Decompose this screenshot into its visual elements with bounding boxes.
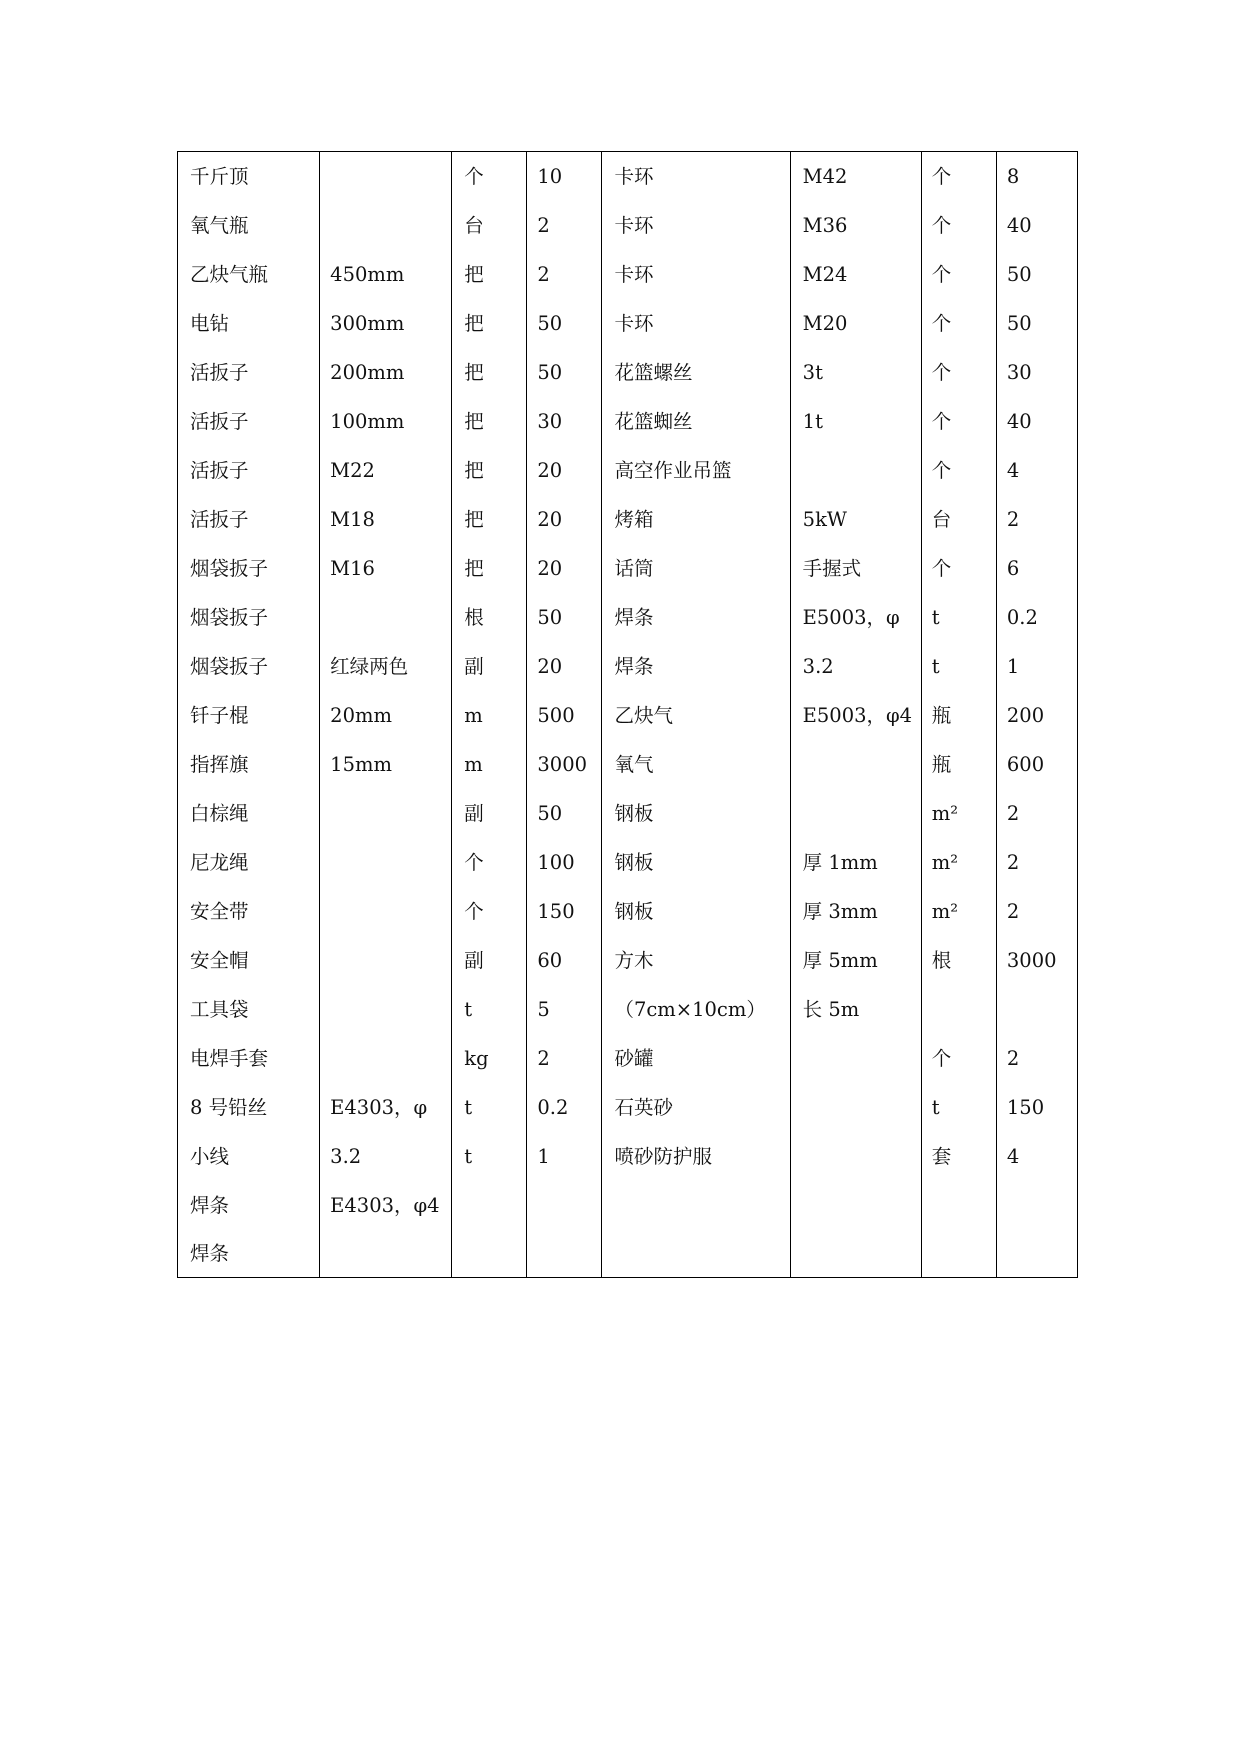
unit-cell-right: 个 xyxy=(921,250,996,299)
spec-cell-right xyxy=(790,1083,921,1132)
item-name-cell: 乙炔气瓶 xyxy=(178,250,320,299)
table-row xyxy=(178,348,1078,397)
quantity-cell: 100 xyxy=(527,838,602,887)
quantity-cell: 1 xyxy=(527,1132,602,1181)
table-row xyxy=(178,250,1078,299)
spec-cell-right: 手握式 xyxy=(790,544,921,593)
quantity-cell: 3000 xyxy=(527,740,602,789)
item-name-cell-right: 卡环 xyxy=(602,299,790,348)
unit-cell-right: 套 xyxy=(921,1132,996,1181)
item-name-cell-right: 喷砂防护服 xyxy=(602,1132,790,1181)
spec-cell-right xyxy=(790,789,921,838)
unit-cell-right: 瓶 xyxy=(921,691,996,740)
table-row xyxy=(178,593,1078,642)
spec-cell: 300mm xyxy=(320,299,452,348)
quantity-cell-right: 6 xyxy=(996,544,1077,593)
item-name-cell-right: 钢板 xyxy=(602,838,790,887)
unit-cell: t xyxy=(452,1083,527,1132)
spec-cell xyxy=(320,985,452,1034)
spec-cell: M22 xyxy=(320,446,452,495)
quantity-cell-right xyxy=(996,985,1077,1034)
unit-cell: 台 xyxy=(452,201,527,250)
item-name-cell: 电钻 xyxy=(178,299,320,348)
quantity-cell-right: 40 xyxy=(996,201,1077,250)
table-row xyxy=(178,887,1078,936)
unit-cell-right: 个 xyxy=(921,201,996,250)
table-row xyxy=(178,299,1078,348)
unit-cell-right: 个 xyxy=(921,299,996,348)
quantity-cell: 20 xyxy=(527,544,602,593)
table-row xyxy=(178,201,1078,250)
item-name-cell: 安全帽 xyxy=(178,936,320,985)
quantity-cell-right: 0.2 xyxy=(996,593,1077,642)
quantity-cell-right: 2 xyxy=(996,1034,1077,1083)
table-row xyxy=(178,691,1078,740)
spec-cell xyxy=(320,1034,452,1083)
item-name-cell-right xyxy=(602,1230,790,1278)
item-name-cell: 烟袋扳子 xyxy=(178,642,320,691)
unit-cell-right: 个 xyxy=(921,1034,996,1083)
unit-cell-right: t xyxy=(921,1083,996,1132)
item-name-cell-right: 焊条 xyxy=(602,642,790,691)
item-name-cell-right: 乙炔气 xyxy=(602,691,790,740)
item-name-cell-right: 烤箱 xyxy=(602,495,790,544)
spec-cell-right: 厚 5mm xyxy=(790,936,921,985)
unit-cell: 副 xyxy=(452,936,527,985)
unit-cell: 个 xyxy=(452,152,527,202)
item-name-cell-right: 卡环 xyxy=(602,250,790,299)
item-name-cell-right: 卡环 xyxy=(602,152,790,202)
unit-cell: 把 xyxy=(452,299,527,348)
quantity-cell-right: 600 xyxy=(996,740,1077,789)
spec-cell: 200mm xyxy=(320,348,452,397)
unit-cell: 把 xyxy=(452,348,527,397)
unit-cell: 把 xyxy=(452,495,527,544)
unit-cell: 把 xyxy=(452,446,527,495)
unit-cell-right: m² xyxy=(921,887,996,936)
spec-cell-right: 3.2 xyxy=(790,642,921,691)
item-name-cell: 活扳子 xyxy=(178,495,320,544)
quantity-cell-right xyxy=(996,1181,1077,1230)
unit-cell: t xyxy=(452,1132,527,1181)
spec-cell-right: M24 xyxy=(790,250,921,299)
unit-cell: 副 xyxy=(452,789,527,838)
unit-cell-right: t xyxy=(921,642,996,691)
item-name-cell-right: 方木 xyxy=(602,936,790,985)
quantity-cell: 60 xyxy=(527,936,602,985)
item-name-cell: 电焊手套 xyxy=(178,1034,320,1083)
quantity-cell: 50 xyxy=(527,593,602,642)
item-name-cell: 活扳子 xyxy=(178,348,320,397)
spec-cell: M18 xyxy=(320,495,452,544)
unit-cell-right: m² xyxy=(921,838,996,887)
quantity-cell xyxy=(527,1230,602,1278)
spec-cell: 3.2 xyxy=(320,1132,452,1181)
unit-cell-right: 瓶 xyxy=(921,740,996,789)
item-name-cell: 白棕绳 xyxy=(178,789,320,838)
item-name-cell: 指挥旗 xyxy=(178,740,320,789)
quantity-cell-right: 2 xyxy=(996,887,1077,936)
unit-cell: kg xyxy=(452,1034,527,1083)
table-row xyxy=(178,544,1078,593)
spec-cell: 红绿两色 xyxy=(320,642,452,691)
spec-cell xyxy=(320,838,452,887)
spec-cell-right: 5kW xyxy=(790,495,921,544)
quantity-cell: 50 xyxy=(527,789,602,838)
spec-cell-right: 1t xyxy=(790,397,921,446)
quantity-cell xyxy=(527,1181,602,1230)
spec-cell-right: 厚 3mm xyxy=(790,887,921,936)
item-name-cell: 尼龙绳 xyxy=(178,838,320,887)
spec-cell-right: M42 xyxy=(790,152,921,202)
spec-cell-right xyxy=(790,446,921,495)
table-row xyxy=(178,740,1078,789)
item-name-cell: 钎子棍 xyxy=(178,691,320,740)
quantity-cell: 30 xyxy=(527,397,602,446)
spec-cell-right xyxy=(790,1034,921,1083)
item-name-cell-right: 砂罐 xyxy=(602,1034,790,1083)
item-name-cell-right: 氧气 xyxy=(602,740,790,789)
unit-cell-right: 个 xyxy=(921,152,996,202)
spec-cell-right: 3t xyxy=(790,348,921,397)
item-name-cell-right: 焊条 xyxy=(602,593,790,642)
unit-cell-right: 根 xyxy=(921,936,996,985)
spec-cell-right: 长 5m xyxy=(790,985,921,1034)
quantity-cell-right: 50 xyxy=(996,250,1077,299)
unit-cell-right: t xyxy=(921,593,996,642)
quantity-cell: 50 xyxy=(527,348,602,397)
item-name-cell: 千斤顶 xyxy=(178,152,320,202)
quantity-cell: 2 xyxy=(527,1034,602,1083)
item-name-cell-right: 卡环 xyxy=(602,201,790,250)
quantity-cell: 20 xyxy=(527,642,602,691)
quantity-cell-right: 150 xyxy=(996,1083,1077,1132)
quantity-cell: 2 xyxy=(527,250,602,299)
spec-cell-right: E5003，φ4 xyxy=(790,691,921,740)
unit-cell: 把 xyxy=(452,397,527,446)
unit-cell: 个 xyxy=(452,887,527,936)
quantity-cell: 2 xyxy=(527,201,602,250)
spec-cell-right xyxy=(790,1230,921,1278)
spec-cell xyxy=(320,887,452,936)
item-name-cell: 活扳子 xyxy=(178,397,320,446)
item-name-cell: 焊条 xyxy=(178,1230,320,1278)
table-row xyxy=(178,1132,1078,1181)
spec-cell: 100mm xyxy=(320,397,452,446)
unit-cell-right: 个 xyxy=(921,348,996,397)
spec-cell-right: E5003，φ xyxy=(790,593,921,642)
table-row xyxy=(178,1181,1078,1230)
spec-cell: E4303，φ xyxy=(320,1083,452,1132)
spec-cell xyxy=(320,789,452,838)
quantity-cell: 150 xyxy=(527,887,602,936)
quantity-cell-right: 30 xyxy=(996,348,1077,397)
quantity-cell-right: 40 xyxy=(996,397,1077,446)
item-name-cell: 烟袋扳子 xyxy=(178,544,320,593)
spec-cell: 15mm xyxy=(320,740,452,789)
quantity-cell: 20 xyxy=(527,446,602,495)
item-name-cell-right: 花篮蜘丝 xyxy=(602,397,790,446)
unit-cell-right xyxy=(921,985,996,1034)
quantity-cell: 10 xyxy=(527,152,602,202)
unit-cell: 把 xyxy=(452,544,527,593)
spec-cell-right: M20 xyxy=(790,299,921,348)
spec-cell xyxy=(320,201,452,250)
quantity-cell-right: 2 xyxy=(996,838,1077,887)
quantity-cell-right: 1 xyxy=(996,642,1077,691)
item-name-cell-right: 石英砂 xyxy=(602,1083,790,1132)
item-name-cell: 安全带 xyxy=(178,887,320,936)
unit-cell-right: 个 xyxy=(921,397,996,446)
quantity-cell-right: 4 xyxy=(996,1132,1077,1181)
quantity-cell-right: 2 xyxy=(996,495,1077,544)
item-name-cell: 8 号铅丝 xyxy=(178,1083,320,1132)
table-row xyxy=(178,1083,1078,1132)
spec-cell-right xyxy=(790,1181,921,1230)
spec-cell xyxy=(320,1230,452,1278)
unit-cell-right xyxy=(921,1181,996,1230)
item-name-cell-right xyxy=(602,1181,790,1230)
quantity-cell: 500 xyxy=(527,691,602,740)
quantity-cell: 0.2 xyxy=(527,1083,602,1132)
spec-cell: 20mm xyxy=(320,691,452,740)
unit-cell: 个 xyxy=(452,838,527,887)
unit-cell-right: m² xyxy=(921,789,996,838)
spec-cell-right xyxy=(790,740,921,789)
item-name-cell-right: （7cm×10cm） xyxy=(602,985,790,1034)
unit-cell: 把 xyxy=(452,250,527,299)
spec-cell: 450mm xyxy=(320,250,452,299)
unit-cell: t xyxy=(452,985,527,1034)
unit-cell: 副 xyxy=(452,642,527,691)
item-name-cell-right: 话筒 xyxy=(602,544,790,593)
table-body xyxy=(178,152,1078,1278)
table-row xyxy=(178,446,1078,495)
unit-cell xyxy=(452,1181,527,1230)
item-name-cell: 工具袋 xyxy=(178,985,320,1034)
quantity-cell-right xyxy=(996,1230,1077,1278)
unit-cell-right: 个 xyxy=(921,446,996,495)
quantity-cell-right: 2 xyxy=(996,789,1077,838)
item-name-cell-right: 花篮螺丝 xyxy=(602,348,790,397)
item-name-cell-right: 高空作业吊篮 xyxy=(602,446,790,495)
spec-cell xyxy=(320,936,452,985)
unit-cell-right: 台 xyxy=(921,495,996,544)
table-row xyxy=(178,152,1078,202)
unit-cell-right xyxy=(921,1230,996,1278)
item-name-cell: 活扳子 xyxy=(178,446,320,495)
spec-cell: E4303，φ4 xyxy=(320,1181,452,1230)
unit-cell: m xyxy=(452,740,527,789)
spec-cell-right: 厚 1mm xyxy=(790,838,921,887)
quantity-cell: 20 xyxy=(527,495,602,544)
quantity-cell-right: 50 xyxy=(996,299,1077,348)
item-name-cell: 小线 xyxy=(178,1132,320,1181)
item-name-cell-right: 钢板 xyxy=(602,887,790,936)
table-row xyxy=(178,789,1078,838)
table-row xyxy=(178,1034,1078,1083)
equipment-table xyxy=(177,151,1078,1278)
quantity-cell-right: 8 xyxy=(996,152,1077,202)
item-name-cell: 烟袋扳子 xyxy=(178,593,320,642)
spec-cell: M16 xyxy=(320,544,452,593)
spec-cell-right xyxy=(790,1132,921,1181)
item-name-cell: 氧气瓶 xyxy=(178,201,320,250)
item-name-cell-right: 钢板 xyxy=(602,789,790,838)
spec-cell xyxy=(320,593,452,642)
table-row xyxy=(178,495,1078,544)
unit-cell xyxy=(452,1230,527,1278)
table-row xyxy=(178,642,1078,691)
quantity-cell-right: 3000 xyxy=(996,936,1077,985)
unit-cell: m xyxy=(452,691,527,740)
unit-cell: 根 xyxy=(452,593,527,642)
spec-cell xyxy=(320,152,452,202)
table-row xyxy=(178,936,1078,985)
item-name-cell: 焊条 xyxy=(178,1181,320,1230)
table-row xyxy=(178,838,1078,887)
quantity-cell-right: 200 xyxy=(996,691,1077,740)
spec-cell-right: M36 xyxy=(790,201,921,250)
quantity-cell: 5 xyxy=(527,985,602,1034)
table-row xyxy=(178,1230,1078,1278)
quantity-cell: 50 xyxy=(527,299,602,348)
table-row xyxy=(178,397,1078,446)
quantity-cell-right: 4 xyxy=(996,446,1077,495)
table-row xyxy=(178,985,1078,1034)
unit-cell-right: 个 xyxy=(921,544,996,593)
